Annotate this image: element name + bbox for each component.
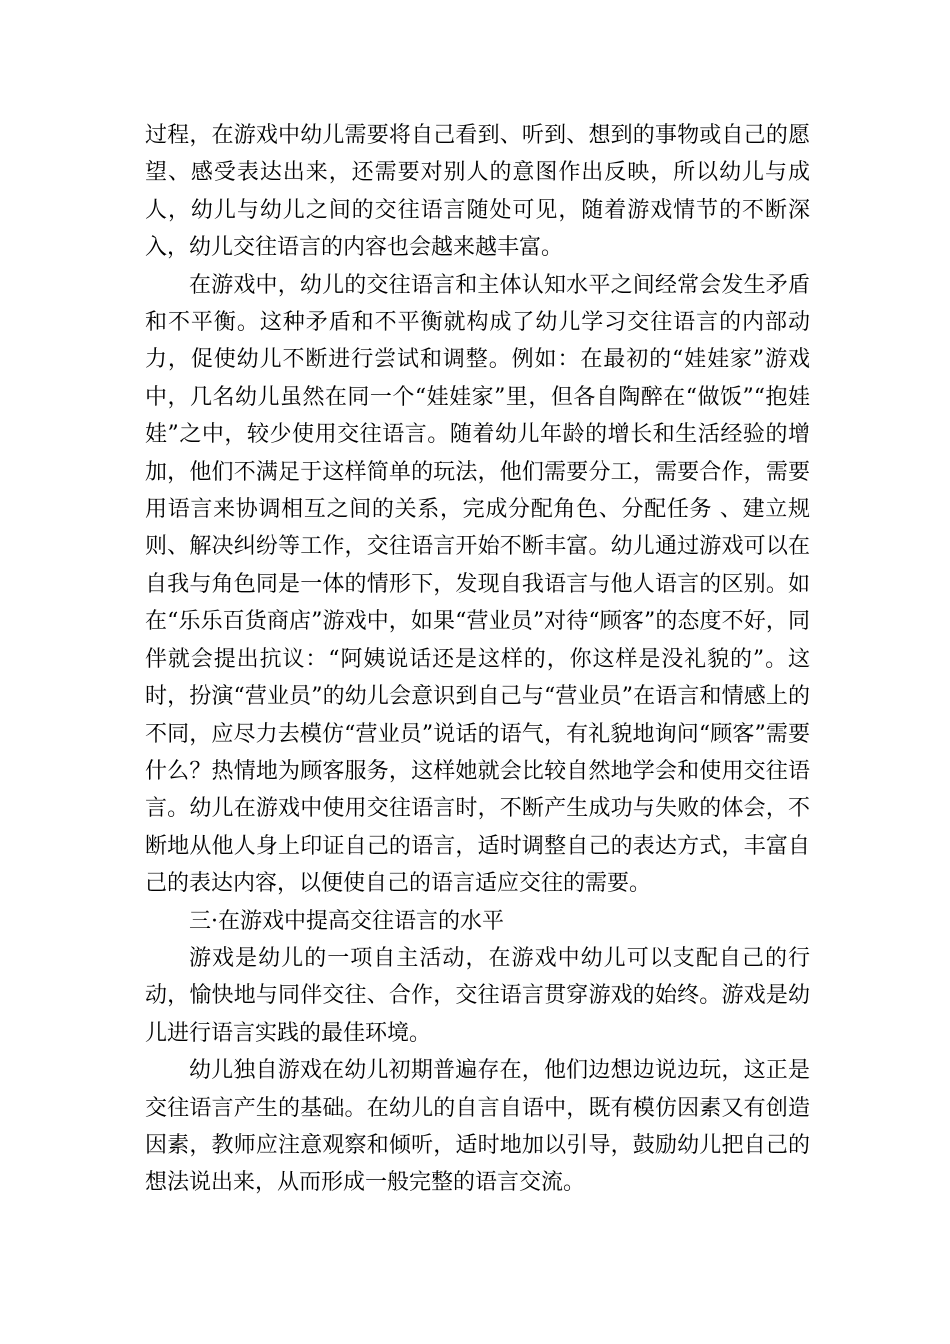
document-body [145, 117, 810, 1202]
paragraph-game-conflict: 在游戏中，幼儿的交往语言和主体认知水平之间经常会发生矛盾和不平衡。这种矛盾和不平衡就构成了幼儿学习交往语言的内部动力，促使幼儿不断进行尝试和调整。例如：在最初的“娃娃家”游戏中，几名幼儿虽然在同一个“娃娃家”里，但各自陶醉在“做饭”“抱娃娃”之中，较少使用交往语言。随着幼儿年龄的增长和生活经验的增加，他们不满足于这样简单的玩法，他们需要分工，需要合作，需要用语言来协调相互之间的关系，完成分配角色、分配任务 、建立规则、解决纠纷等工作，交往语言开始不断丰富。幼儿通过游戏可以在自我与角色同是一体的情形下，发现自我语言与他人语言的区别。如在“乐乐百货商店”游戏中，如果“营业员”对待“顾客”的态度不好，同伴就会提出抗议：“阿姨说话还是这样的，你这样是没礼貌的”。这时，扮演“营业员”的幼儿会意识到自己与“营业员”在语言和情感上的不同，应尽力去模仿“营业员”说话的语气，有礼貌地询问“顾客”需要什么？热情地为顾客服务，这样她就会比较自然地学会和使用交往语言。幼儿在游戏中使用交往语言时，不断产生成功与失败的体会，不断地从他人身上印证自己的语言，适时调整自己的表达方式，丰富自己的表达内容，以便使自己的语言适应交往的需要。 [145, 272, 810, 897]
paragraph-solo-play: 幼儿独自游戏在幼儿初期普遍存在，他们边想边说边玩，这正是交往语言产生的基础。在幼儿的自言自语中，既有模仿因素又有创造因素，教师应注意观察和倾听，适时地加以引导，鼓励幼儿把自己的想法说出来，从而形成一般完整的语言交流。 [145, 1058, 810, 1196]
paragraph-game-autonomy: 游戏是幼儿的一项自主活动，在游戏中幼儿可以支配自己的行动，愉快地与同伴交往、合作，交往语言贯穿游戏的始终。游戏是幼儿进行语言实践的最佳环境。 [145, 945, 810, 1046]
section-heading: 三·在游戏中提高交往语言的水平 [189, 908, 504, 934]
paragraph-continuation: 过程，在游戏中幼儿需要将自己看到、听到、想到的事物或自己的愿望、感受表达出来，还需要对别人的意图作出反映，所以幼儿与成人，幼儿与幼儿之间的交往语言随处可见，随着游戏情节的不断深入，幼儿交往语言的内容也会越来越丰富。 [145, 123, 810, 261]
